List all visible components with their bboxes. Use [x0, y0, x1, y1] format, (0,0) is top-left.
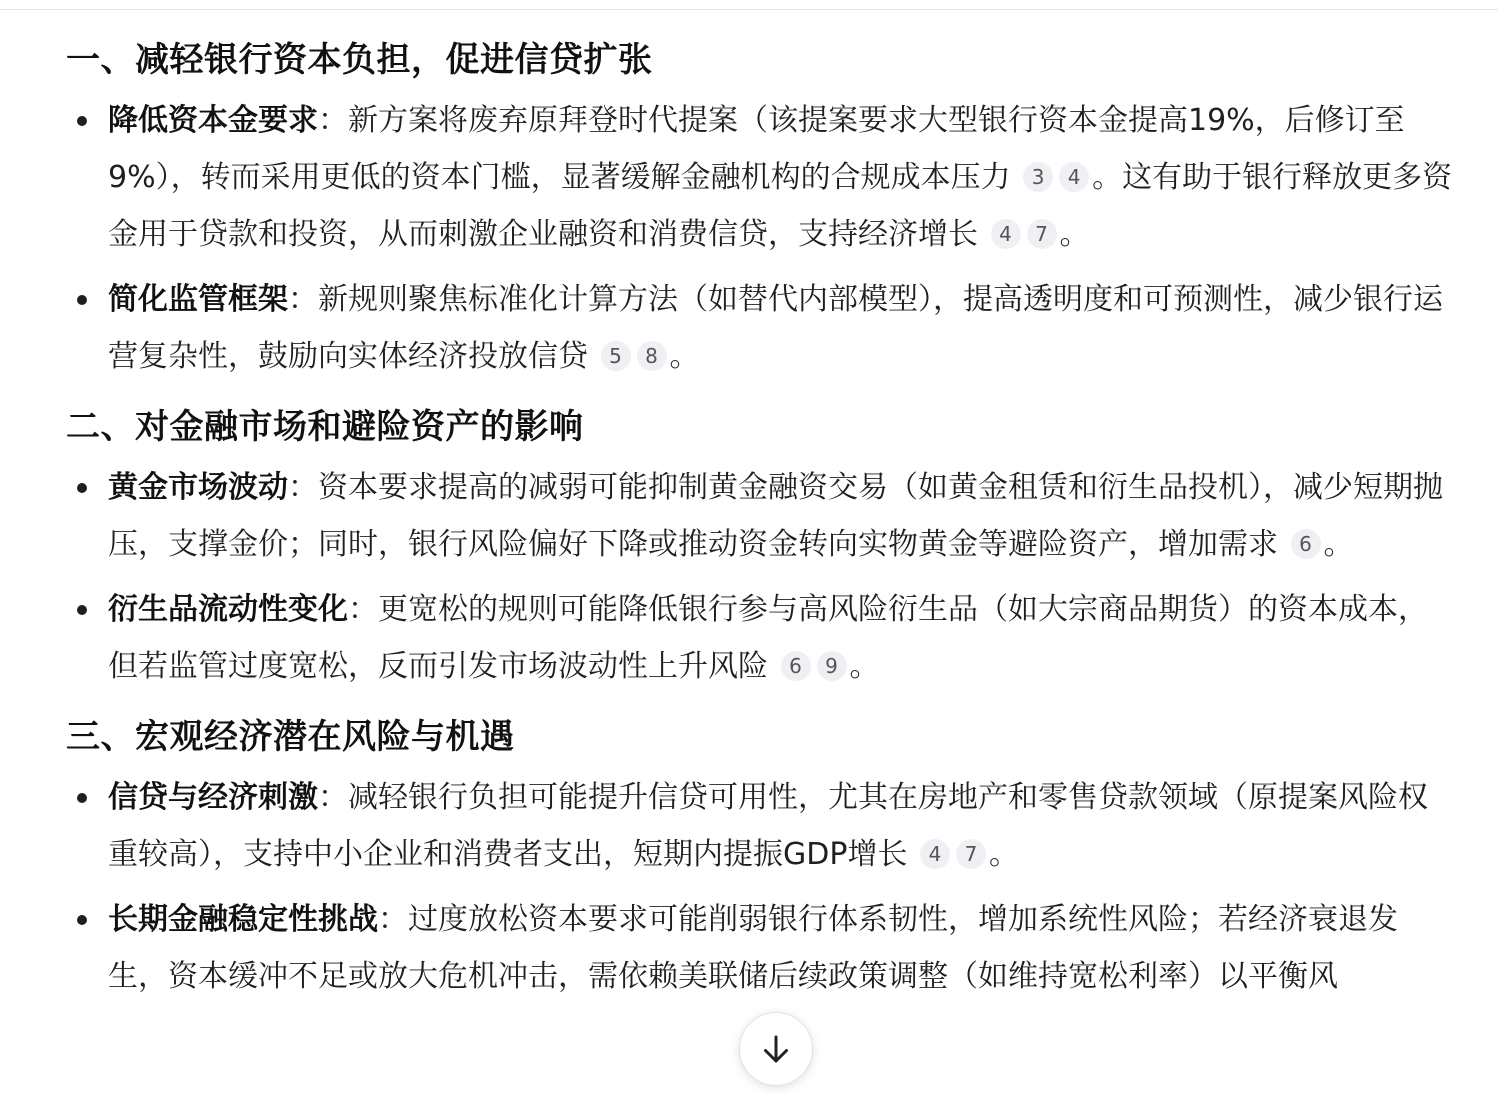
bullet-dot: [77, 915, 87, 925]
citation-badge[interactable]: 7: [956, 839, 986, 869]
item-title: 信贷与经济刺激: [108, 780, 318, 815]
citation-badge[interactable]: 4: [1059, 162, 1089, 192]
citation-badge[interactable]: 7: [1027, 219, 1057, 249]
item-title: 黄金市场波动: [108, 470, 288, 505]
scroll-to-bottom-button[interactable]: [739, 1012, 813, 1086]
item-colon: ：: [318, 103, 348, 138]
citation-badge[interactable]: 5: [601, 341, 631, 371]
item-text: 新规则聚焦标准化计算方法（如替代内部模型），提高透明度和可预测性，减少银行运营复杂性，鼓励向实体经济投放信贷: [108, 282, 1443, 374]
section-heading: 一、减轻银行资本负担，促进信贷扩张: [66, 40, 653, 80]
list-item: [66, 271, 1456, 385]
citation-badge[interactable]: 3: [1023, 162, 1053, 192]
bullet-list: [66, 459, 1456, 695]
list-item: [66, 581, 1456, 695]
bullet-dot: [77, 793, 87, 803]
citation-badge[interactable]: 6: [781, 651, 811, 681]
item-text: 。: [1323, 527, 1354, 562]
item-text: 新方案将废弃原拜登时代提案（该提案要求大型银行资本金提高19%，后修订至9%），转而采用更低的资本门槛，显著缓解金融机构的合规成本压力: [108, 103, 1405, 195]
item-colon: ：: [288, 282, 318, 317]
citation-badge[interactable]: 9: [817, 651, 847, 681]
list-item: [66, 891, 1456, 1005]
item-text: 过度放松资本要求可能削弱银行体系韧性，增加系统性风险；若经济衰退发生，资本缓冲不足或放大危机冲击，需依赖美联储后续政策调整（如维持宽松利率）以平衡风: [108, 902, 1398, 994]
bullet-dot: [77, 295, 87, 305]
bullet-dot: [77, 483, 87, 493]
item-title: 衍生品流动性变化: [108, 592, 348, 627]
citation-badge[interactable]: 4: [991, 219, 1021, 249]
bullet-list: [66, 769, 1456, 1005]
item-colon: ：: [288, 470, 318, 505]
bullet-list: [66, 92, 1456, 385]
item-text: 。: [669, 339, 700, 374]
item-title: 降低资本金要求: [108, 103, 318, 138]
section-heading: 二、对金融市场和避险资产的影响: [66, 407, 584, 447]
item-colon: ：: [348, 592, 378, 627]
citation-badge[interactable]: 4: [920, 839, 950, 869]
item-text: 。这有助于银行释放更多资金用于贷款和投资，从而刺激企业融资和消费信贷，支持经济增长: [108, 160, 1453, 252]
item-text: 资本要求提高的减弱可能抑制黄金融资交易（如黄金租赁和衍生品投机），减少短期抛压，支撑金价；同时，银行风险偏好下降或推动资金转向实物黄金等避险资产，增加需求: [108, 470, 1443, 562]
item-text: 更宽松的规则可能降低银行参与高风险衍生品（如大宗商品期货）的资本成本，但若监管过度宽松，反而引发市场波动性上升风险: [108, 592, 1428, 684]
citation-badge[interactable]: 8: [637, 341, 667, 371]
bullet-dot: [77, 605, 87, 615]
item-text: 。: [989, 837, 1019, 872]
item-title: 长期金融稳定性挑战: [108, 902, 378, 937]
item-text: 。: [849, 649, 880, 684]
citation-badge[interactable]: 6: [1291, 529, 1321, 559]
arrow-down-icon: [758, 1031, 794, 1067]
list-item: [66, 769, 1456, 883]
item-colon: ：: [318, 780, 348, 815]
item-text: 减轻银行负担可能提升信贷可用性，尤其在房地产和零售贷款领域（原提案风险权重较高），支持中小企业和消费者支出，短期内提振GDP增长: [108, 780, 1428, 872]
bullet-dot: [77, 116, 87, 126]
top-divider: [0, 0, 1498, 10]
item-title: 简化监管框架: [108, 282, 288, 317]
answer-content: [66, 28, 1456, 1015]
item-text: 。: [1059, 217, 1090, 252]
item-colon: ：: [378, 902, 408, 937]
list-item: [66, 459, 1456, 573]
list-item: [66, 92, 1456, 263]
section-heading: 三、宏观经济潜在风险与机遇: [66, 717, 515, 757]
